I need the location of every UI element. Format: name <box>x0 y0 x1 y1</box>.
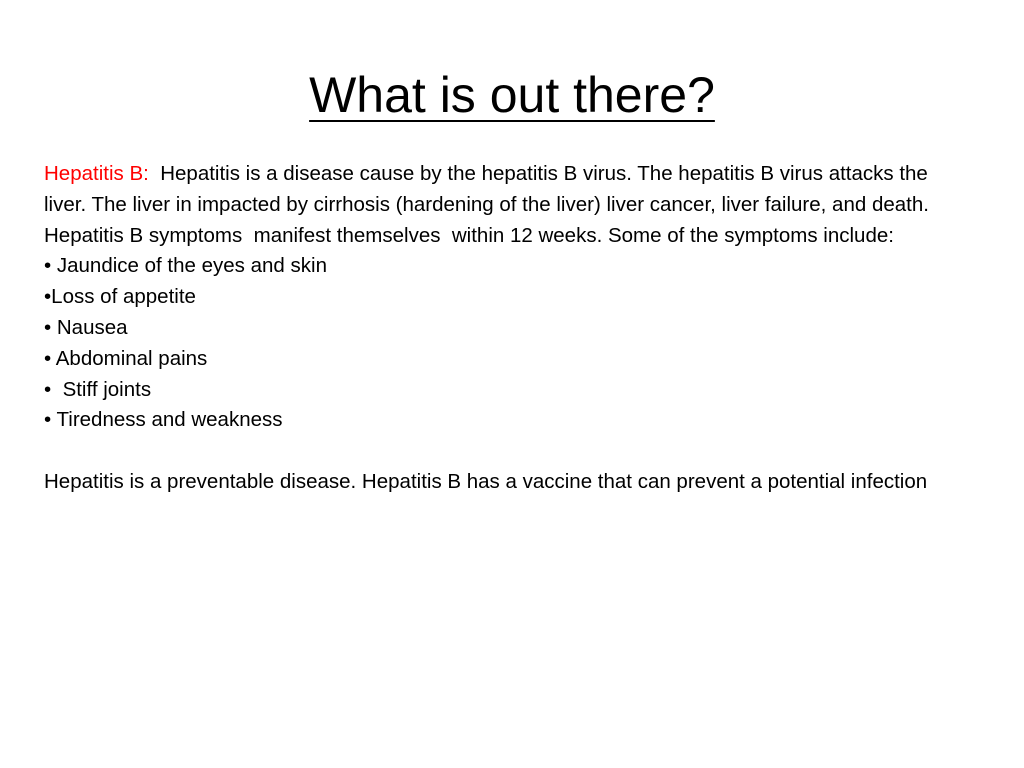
symptom-item: •Loss of appetite <box>44 285 196 309</box>
closing-paragraph: Hepatitis is a preventable disease. Hepatitis B has a vaccine that can prevent a potential infection <box>44 469 928 493</box>
symptom-item: • Abdominal pains <box>44 346 208 370</box>
symptom-item: • Jaundice of the eyes and skin <box>44 254 327 278</box>
spacer <box>44 436 974 467</box>
symptom-item: • Nausea <box>44 315 128 339</box>
hepatitis-b-label: Hepatitis B: <box>44 162 149 185</box>
symptom-list <box>44 251 974 436</box>
slide-title: What is out there? <box>309 67 715 123</box>
symptom-item: • Stiff joints <box>44 377 152 401</box>
slide-body <box>44 159 974 498</box>
symptom-item: • Tiredness and weakness <box>44 408 283 432</box>
intro-paragraph <box>44 159 974 251</box>
intro-text: Hepatitis is a disease cause by the hepatitis B virus. The hepatitis B virus attacks the liver. The liver in impacted by cirrhosis (hardening of the liver) liver cancer, liver failure, and death. Hepatitis B symptoms manifest themselves within 12 weeks. Some of the symptoms include: <box>44 162 941 247</box>
